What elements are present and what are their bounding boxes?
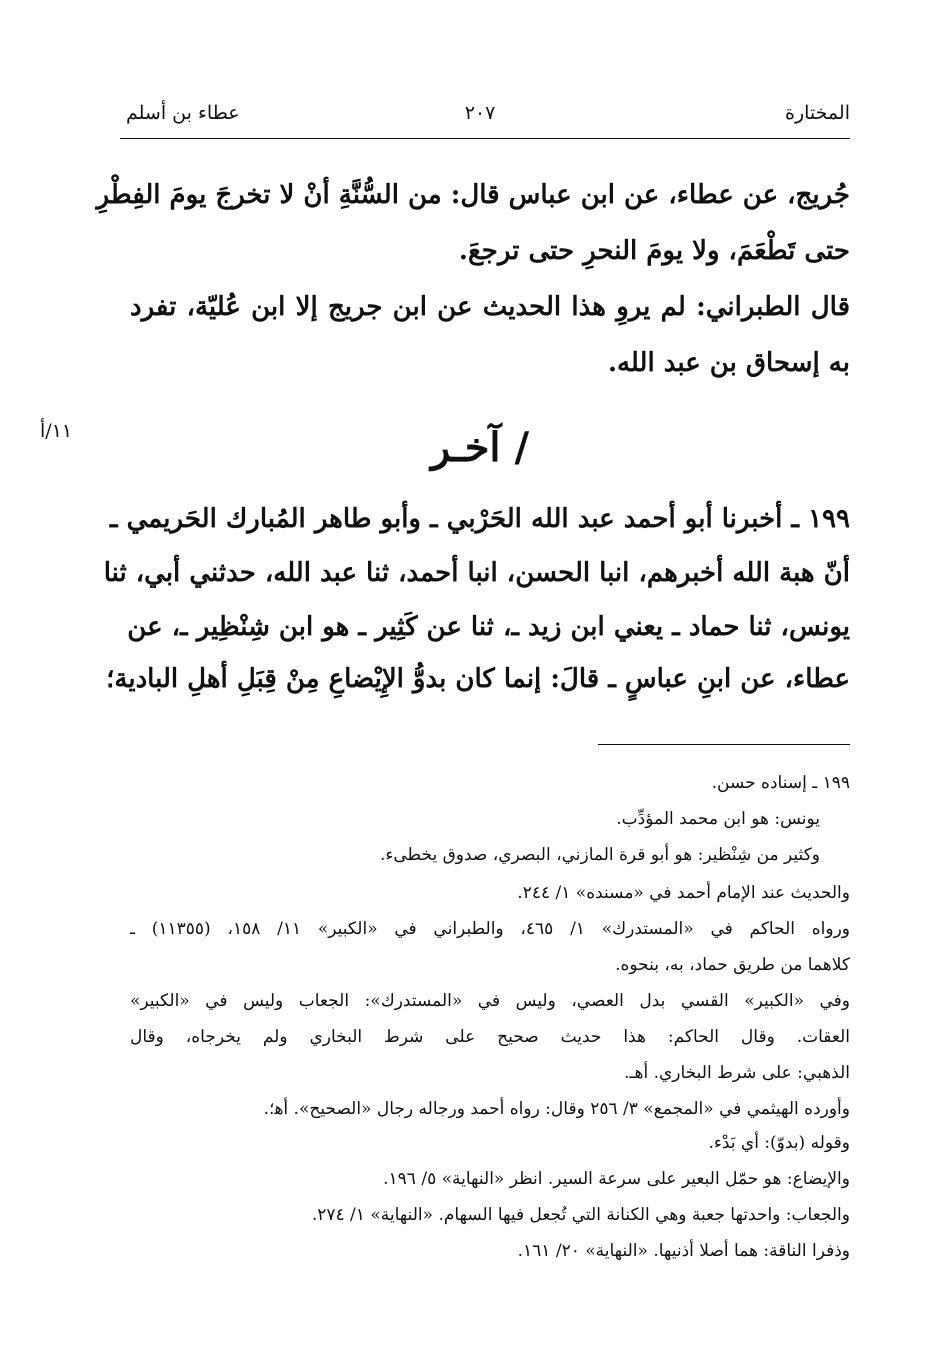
footnote-line: والإيضاع: هو حمّل البعير على سرعة السير. انظر «النهاية» ٥/ ١٩٦. — [383, 1169, 850, 1189]
page-number: ٢٠٧ — [464, 102, 496, 124]
footnote-line: والحديث عند الإمام أحمد في «مسنده» ١/ ٢٤٤. — [517, 883, 850, 903]
running-head-chapter: عطاء بن أسلم — [126, 102, 240, 124]
footnote-line: وأورده الهيثمي في «المجمع» ٣/ ٢٥٦ وقال: رواه أحمد ورجاله رجال «الصحيح». أه‍؛. — [263, 1099, 850, 1119]
header-divider — [120, 138, 850, 139]
hadith-line: ١٩٩ ـ أخبرنا أبو أحمد عبد الله الحَرْبي ـ وأبو طاهر المُبارك الحَريمي ـ — [109, 504, 850, 534]
footnote-divider — [598, 744, 850, 745]
body-line: جُريج، عن عطاء، عن ابن عباس قال: من السُّنَّةِ أنْ لا تخرجَ يومَ الفِطْرِ — [96, 180, 850, 210]
section-heading: / آخـر — [430, 424, 530, 471]
hadith-line: عطاء، عن ابنِ عباسٍ ـ قالَ: إنما كان بدوُّ الإِيْضاعِ مِنْ قِبَلِ أهلِ البادية؛ — [106, 664, 850, 694]
footnote-line: ١٩٩ ـ إسناده حسن. — [711, 773, 850, 793]
body-line: حتى تَطْعَمَ، ولا يومَ النحرِ حتى ترجعَ. — [458, 236, 850, 266]
footnote-line: العقات. وقال الحاكم: هذا حديث صحيح على شرط البخاري ولم يخرجاه، وقال — [130, 1027, 850, 1047]
footnote-line: الذهبي: على شرط البخاري. أهـ. — [624, 1063, 850, 1083]
footnote-line: وكثير من شِنْظير: هو أبو قرة المازني، البصري، صدوق يخطىء. — [379, 845, 820, 865]
footnote-line: ورواه الحاكم في «المستدرك» ١/ ٤٦٥، والطبراني في «الكبير» ١١/ ١٥٨، (١١٣٥٥) ـ — [130, 919, 850, 939]
manuscript-folio-note: ١١/أ — [40, 420, 73, 442]
footnote-line: وذفرا الناقة: هما أصلا أذنيها. «النهاية» ٢٠/ ١٦١. — [517, 1241, 850, 1261]
body-line: قال الطبراني: لم يروِ هذا الحديث عن ابن جريج إلا ابن عُليّة، تفرد — [130, 292, 850, 322]
hadith-line: أنّ هبة الله أخبرهم، انبا الحسن، انبا أحمد، ثنا عبد الله، حدثني أبي، ثنا — [103, 558, 850, 588]
footnote-line: والجعاب: واحدتها جعبة وهي الكنانة التي تُجعل فيها السهام. «النهاية» ١/ ٢٧٤. — [311, 1205, 850, 1225]
footnote-line: وفي «الكبير» القسي بدل العصي، وليس في «المستدرك»: الجعاب وليس في «الكبير» — [130, 991, 850, 1011]
running-head-book-title: المختارة — [785, 102, 850, 124]
footnote-line: كلاهما من طريق حماد، به، بنحوه. — [615, 955, 850, 975]
footnote-line: يونس: هو ابن محمد المؤدِّب. — [616, 809, 820, 829]
body-line: به إسحاق بن عبد الله. — [607, 348, 850, 378]
footnote-line: وقوله (بدوّ): أي بَدْء. — [708, 1133, 850, 1153]
hadith-line: يونس، ثنا حماد ـ يعني ابن زيد ـ، ثنا عن كَثِير ـ هو ابن شِنْظِير ـ، عن — [127, 612, 850, 642]
